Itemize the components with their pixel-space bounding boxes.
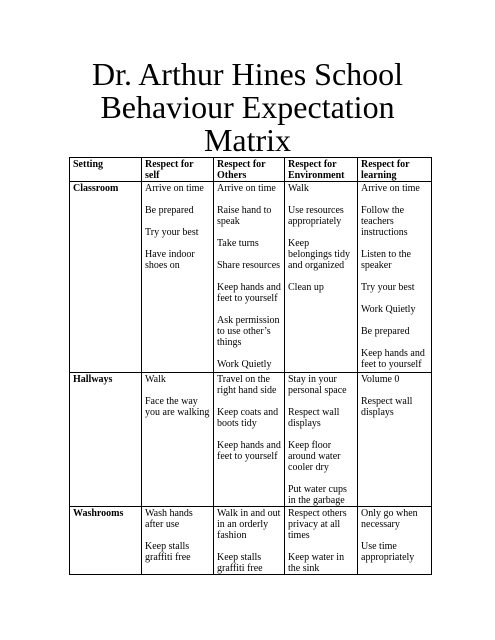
table-row-classroom [70, 182, 432, 373]
header-setting: Setting [70, 158, 142, 182]
title-line-1: Dr. Arthur Hines School [91, 56, 404, 92]
list-item: Keep coats and boots tidy [217, 407, 279, 429]
list-item: Keep belongings tidy and organized [288, 238, 350, 271]
cell-learning [358, 182, 432, 373]
list-item: Walk in and out in an orderly fashion [217, 508, 281, 541]
list-item: Walk [145, 374, 166, 385]
list-item: Share resources [217, 260, 281, 271]
list-item: Arrive on time [361, 183, 420, 194]
setting-cell: Washrooms [70, 507, 142, 575]
header-respect-self: Respect for self [142, 158, 214, 182]
table-row-washrooms [70, 507, 432, 575]
cell-self [142, 182, 214, 373]
page-title [0, 58, 495, 157]
list-item: Stay in your personal space [288, 374, 347, 396]
list-item: Keep water in the sink [288, 552, 345, 574]
list-item: Take turns [217, 238, 259, 249]
list-item: Wash hands after use [145, 508, 193, 530]
list-item: Respect others privacy at all times [288, 508, 347, 541]
list-item: Ask permission to use other’s things [217, 315, 280, 348]
cell-others [214, 373, 285, 507]
list-item: Be prepared [145, 205, 194, 216]
cell-self [142, 507, 214, 575]
list-item: Work Quietly [361, 304, 416, 315]
list-item: Keep stalls graffiti free [145, 541, 191, 563]
list-item: Use time appropriately [361, 541, 415, 563]
title-line-3: Matrix [203, 122, 292, 158]
list-item: Walk [288, 183, 309, 194]
cell-environment [285, 507, 358, 575]
cell-learning [358, 373, 432, 507]
title-line-2: Behaviour Expectation [100, 89, 395, 125]
list-item: Be prepared [361, 326, 410, 337]
list-item: Volume 0 [361, 374, 400, 385]
header-respect-environment: Respect for Environment [285, 158, 358, 182]
list-item: Keep hands and feet to yourself [361, 348, 425, 370]
list-item: Raise hand to speak [217, 205, 272, 227]
cell-learning [358, 507, 432, 575]
header-respect-others: Respect for Others [214, 158, 285, 182]
cell-others [214, 507, 285, 575]
header-respect-learning: Respect for learning [358, 158, 432, 182]
behaviour-matrix-table [69, 157, 432, 575]
list-item: Keep floor around water cooler dry [288, 440, 341, 473]
list-item: Respect wall displays [288, 407, 340, 429]
cell-self [142, 373, 214, 507]
list-item: Keep hands and feet to yourself [217, 282, 281, 304]
list-item: Listen to the speaker [361, 249, 411, 271]
list-item: Arrive on time [145, 183, 204, 194]
cell-others [214, 182, 285, 373]
cell-environment [285, 373, 358, 507]
list-item: Keep hands and feet to yourself [217, 440, 281, 462]
list-item: Work Quietly [217, 359, 272, 370]
header-row [70, 158, 432, 182]
list-item: Have indoor shoes on [145, 249, 195, 271]
cell-environment [285, 182, 358, 373]
table-row-hallways [70, 373, 432, 507]
list-item: Try your best [145, 227, 199, 238]
list-item: Face the way you are walking [145, 396, 210, 418]
list-item: Clean up [288, 282, 324, 293]
list-item: Keep stalls graffiti free [217, 552, 263, 574]
list-item: Try your best [361, 282, 415, 293]
list-item: Put water cups in the garbage [288, 484, 347, 506]
list-item: Only go when necessary [361, 508, 418, 530]
list-item: Travel on the right hand side [217, 374, 277, 396]
setting-cell: Hallways [70, 373, 142, 507]
list-item: Arrive on time [217, 183, 276, 194]
list-item: Respect wall displays [361, 396, 413, 418]
setting-cell: Classroom [70, 182, 142, 373]
list-item: Follow the teachers instructions [361, 205, 408, 238]
list-item: Use resources appropriately [288, 205, 344, 227]
